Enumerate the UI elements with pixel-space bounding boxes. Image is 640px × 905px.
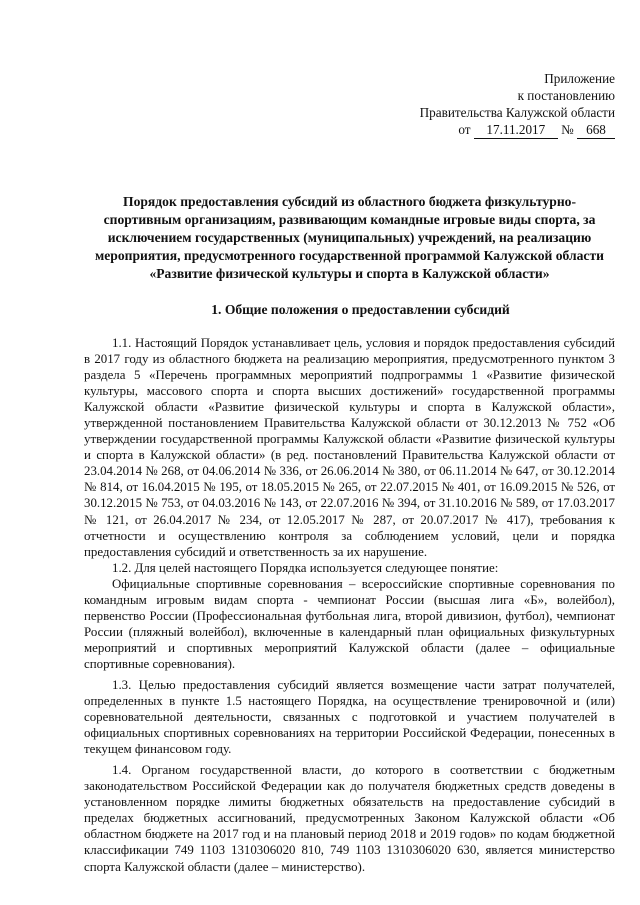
document-body [84,335,615,875]
annex-authority: Правительства Калужской области [419,105,615,120]
paragraph-1-2: 1.2. Для целей настоящего Порядка используется следующее понятие: [112,560,499,575]
paragraph-definition: Официальные спортивные соревнования – всероссийские спортивные соревнования по командным игровым видам спорта - чемпионат России (высшая лига «Б», волейбол), первенство России (Профессиональная футбольная лига, второй дивизион, футбол), чемпионат России (пляжный волейбол), включенные в календарный план официальных физкультурных мероприятий и спортивных мероприятий Калужской области (далее – официальные спортивные соревнования). [84,576,615,671]
annex-date-prefix: от [458,122,471,137]
annex-date-line [84,121,615,139]
annex-number-prefix: № [561,122,574,137]
document-title: Порядок предоставления субсидий из областного бюджета физкультурно-спортивным организациям, развивающим командные игровые виды спорта, за исключением государственных (муниципальных) учреждений, на реализацию мероприятия, предусмотренного государственной программой Калужской области «Развитие физической культуры и спорта в Калужской области» [95,194,604,281]
paragraph-1-1: 1.1. Настоящий Порядок устанавливает цель, условия и порядок предоставления субсидий в 2017 году из областного бюджета на реализацию мероприятия, предусмотренного пунктом 3 раздела 5 «Перечень программных мероприятий подпрограммы 1 «Развитие физической культуры, массового спорта и спорта высших достижений» государственной программы Калужской области «Развитие физической культуры и спорта в Калужской области», утвержденной постановлением Правительства Калужской области от 30.12.2013 № 752 «Об утверждении государственной программы Калужской области «Развитие физической культуры и спорта в Калужской области» (в ред. постановлений Правительства Калужской области от 23.04.2014 № 268, от 04.06.2014 № 336, от 26.06.2014 № 380, от 06.11.2014 № 647, от 30.12.2014 № 814, от 16.04.2015 № 195, от 18.05.2015 № 265, от 22.07.2015 № 401, от 16.09.2015 № 526, от 30.12.2015 № 753, от 04.03.2016 № 143, от 22.07.2016 № 394, от 31.10.2016 № 589, от 17.03.2017 № 121, от 26.04.2017 № 234, от 12.05.2017 № 287, от 20.07.2017 № 417), требования к отчетности и осуществлению контроля за соблюдением условий, цели и порядка предоставления субсидий и ответственность за их нарушение. [84,336,615,559]
section-heading: 1. Общие положения о предоставлении субсидий [211,302,510,317]
paragraph-1-4: 1.4. Органом государственной власти, до которого в соответствии с бюджетным законодательством Российской Федерации как до получателя бюджетных средств доведены в установленном порядке лимиты бюджетных обязательств на предоставление субсидий в пределах бюджетных ассигнований, предусмотренных Законом Калужской области «Об областном бюджете на 2017 год и на плановый период 2018 и 2019 годов» по кодам бюджетной классификации 749 1103 1310306020 810, 749 1103 1310306020 630, является министерство спорта Калужской области (далее – министерство). [84,763,615,874]
annex-date: 17.11.2017 [474,121,558,139]
annex-number: 668 [577,121,615,139]
paragraph-1-3: 1.3. Целью предоставления субсидий является возмещение части затрат получателей, определенных в пункте 1.5 настоящего Порядка, на осуществление тренировочной и (или) соревновательной деятельности, связанных с подготовкой и участием получателей в официальных спортивных соревнованиях на территории Российской Федерации, понесенных в текущем финансовом году. [84,677,615,757]
annex-block [84,70,615,139]
annex-title: Приложение [544,71,615,86]
annex-to-resolution: к постановлению [517,88,615,103]
